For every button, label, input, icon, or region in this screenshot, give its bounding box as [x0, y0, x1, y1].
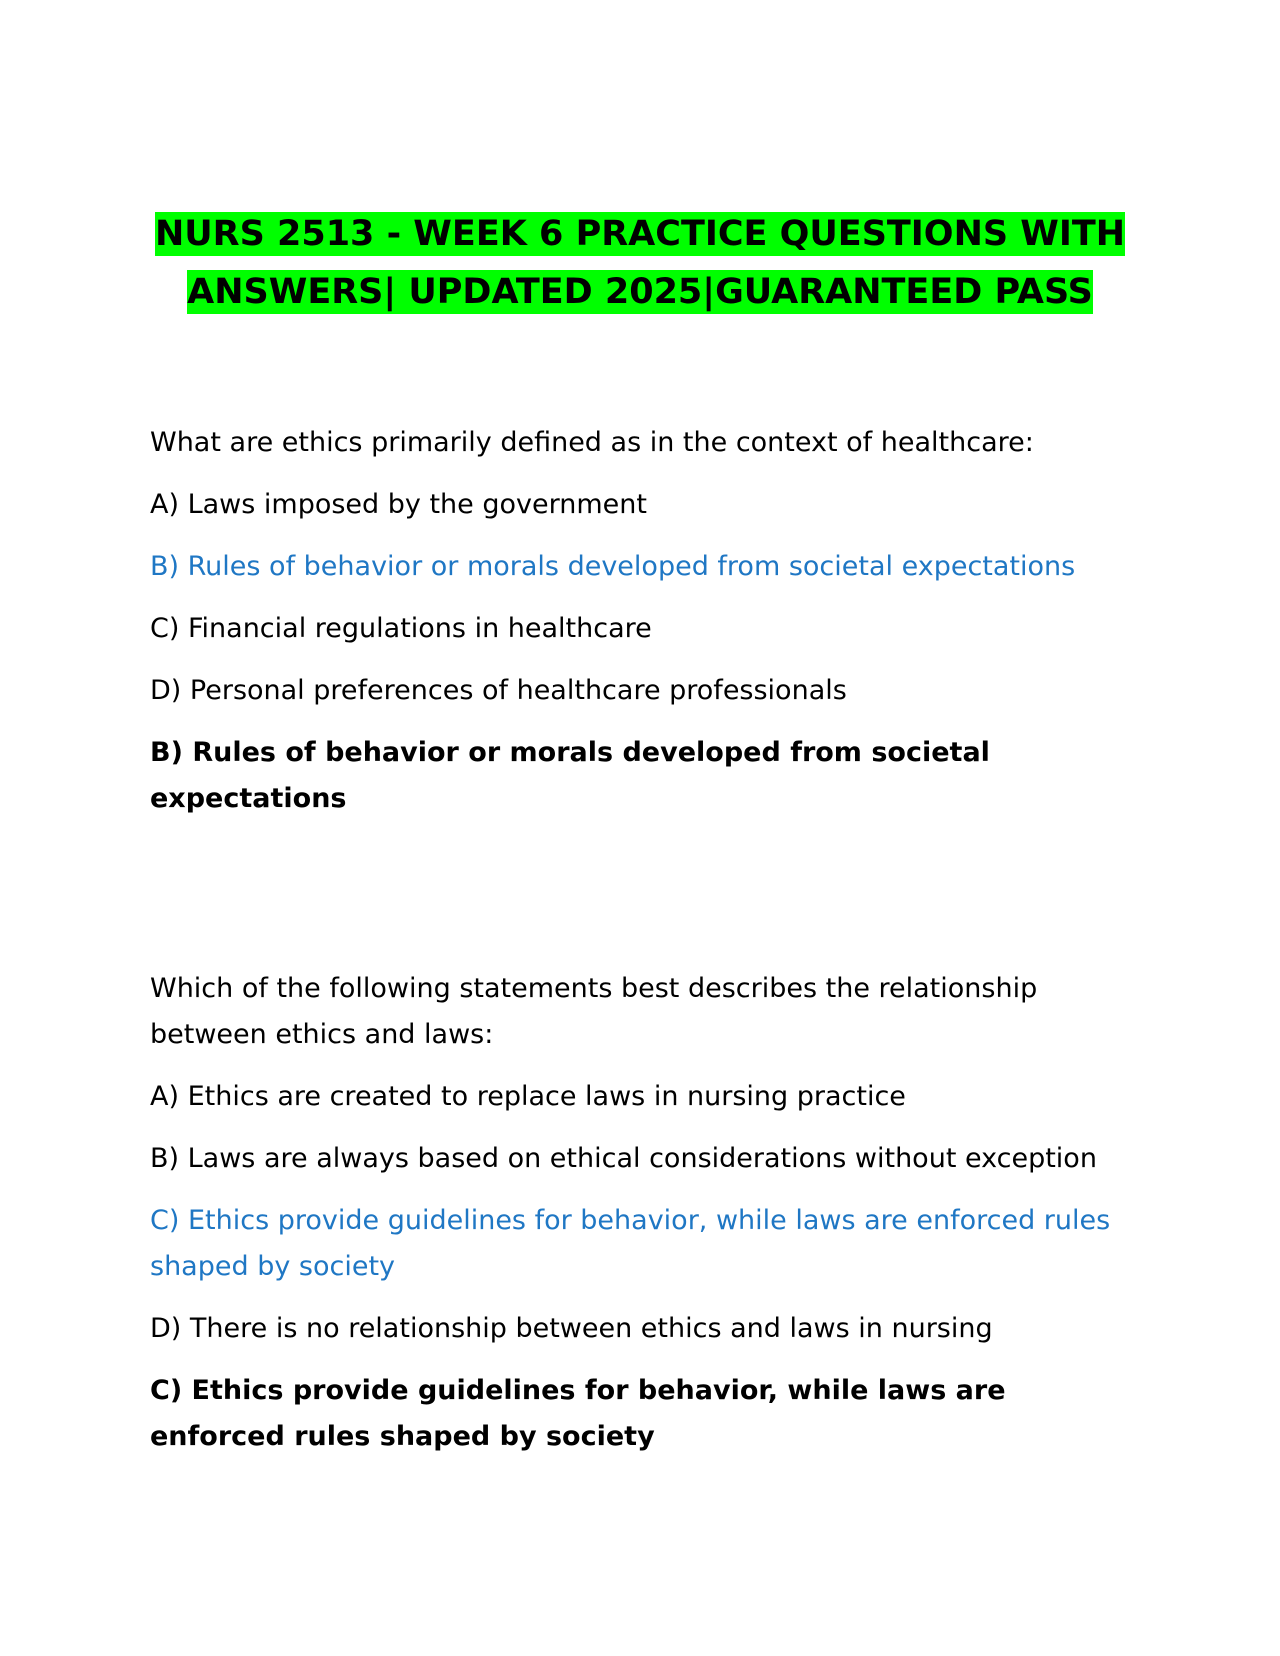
answer-option-a: A) Ethics are created to replace laws in nursing practice	[150, 1081, 906, 1112]
question-block-2	[150, 966, 1135, 1476]
question-prompt: What are ethics primarily defined as in the context of healthcare:	[150, 427, 1034, 458]
answer-option-d: D) Personal preferences of healthcare professionals	[150, 675, 847, 706]
question-prompt: Which of the following statements best describes the relationship between ethics and laws:	[150, 973, 1038, 1050]
question-block-1	[150, 420, 1135, 838]
page-title	[150, 205, 1130, 321]
answer-option-c-correct: C) Ethics provide guidelines for behavior, while laws are enforced rules shaped by society	[150, 1205, 1111, 1282]
answer-option-b: B) Laws are always based on ethical considerations without exception	[150, 1143, 1097, 1174]
title-line-2: ANSWERS| UPDATED 2025|GUARANTEED PASS	[187, 272, 1093, 312]
answer-option-c: C) Financial regulations in healthcare	[150, 613, 652, 644]
answer-key: B) Rules of behavior or morals developed from societal expectations	[150, 737, 990, 814]
title-line-1: NURS 2513 - WEEK 6 PRACTICE QUESTIONS WITH	[154, 214, 1126, 254]
answer-key: C) Ethics provide guidelines for behavior, while laws are enforced rules shaped by society	[150, 1375, 1006, 1452]
answer-option-b-correct: B) Rules of behavior or morals developed from societal expectations	[150, 551, 1076, 582]
answer-option-a: A) Laws imposed by the government	[150, 489, 647, 520]
answer-option-d: D) There is no relationship between ethics and laws in nursing	[150, 1313, 993, 1344]
